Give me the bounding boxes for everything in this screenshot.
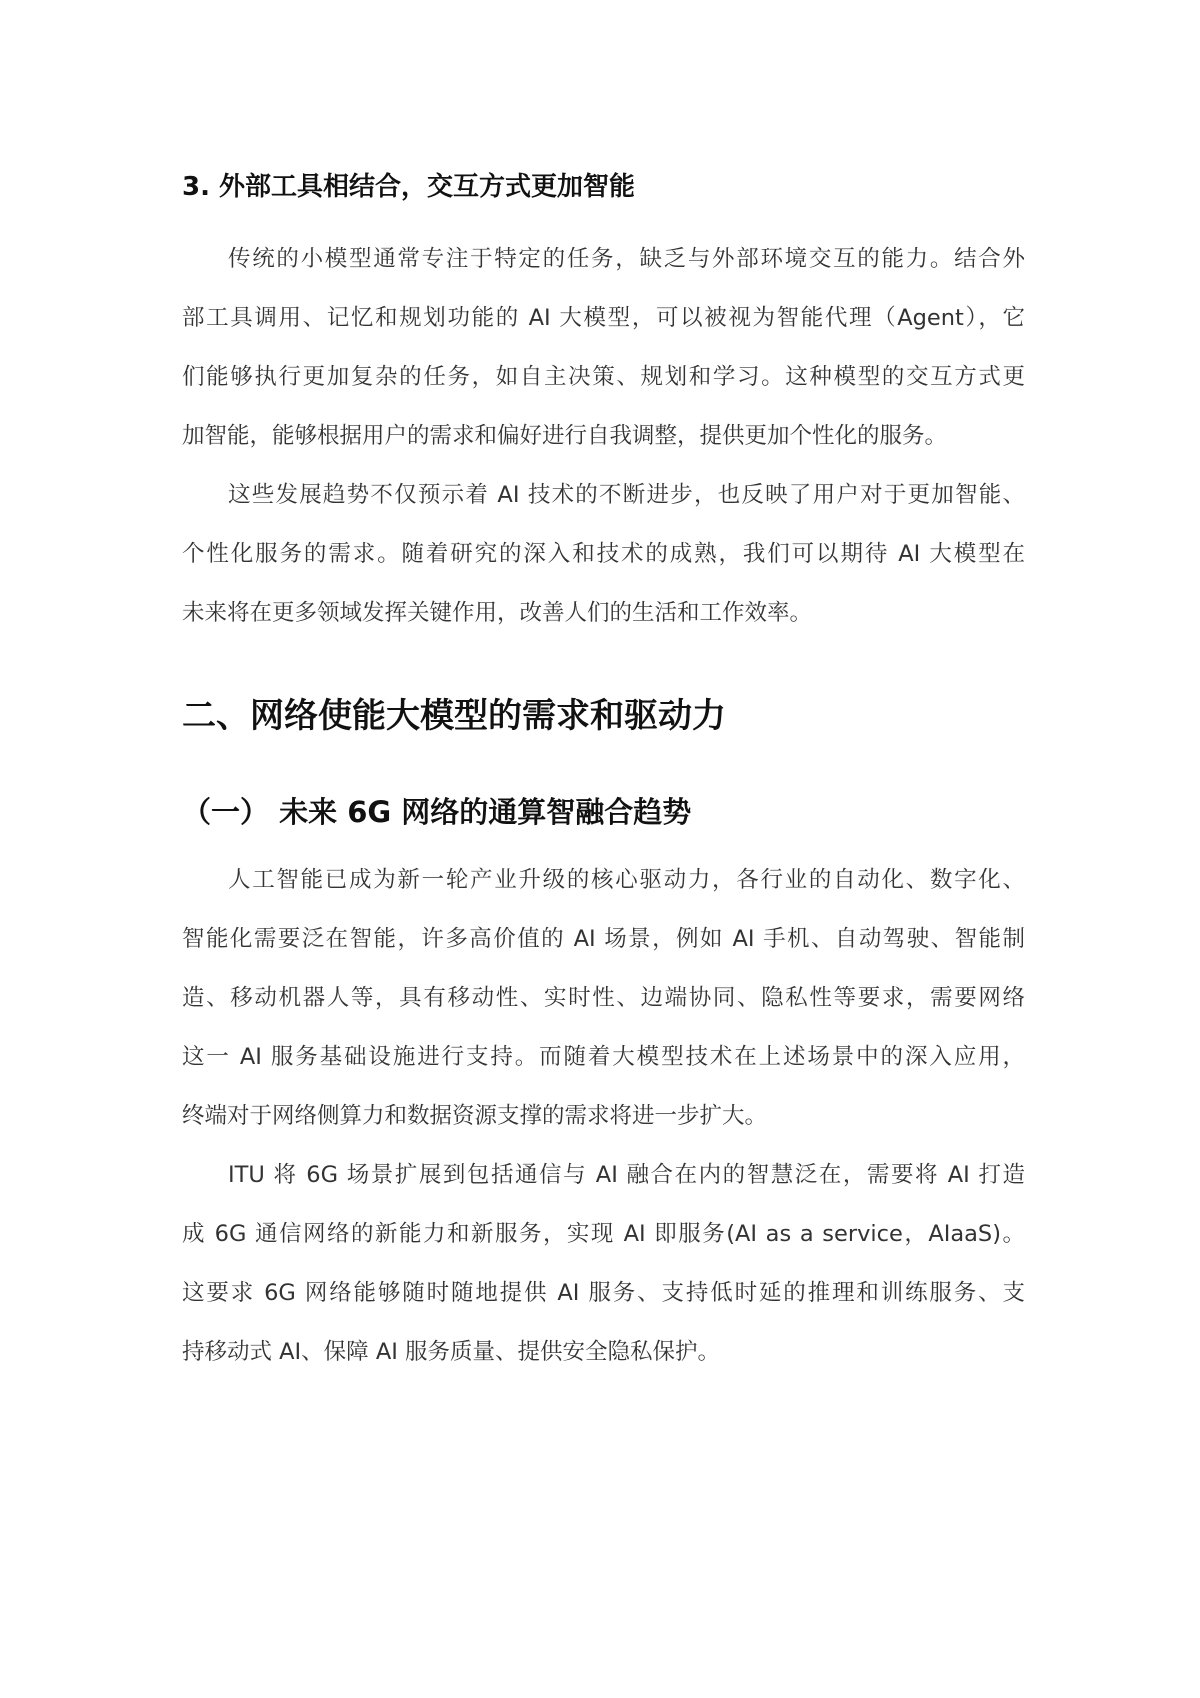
paragraph-3 bbox=[182, 851, 1025, 1146]
paragraph-line: 们能够执行更加复杂的任务，如自主决策、规划和学习。这种模型的交互方式更 bbox=[182, 364, 1025, 390]
paragraph-line: 持移动式 AI、保障 AI 服务质量、提供安全隐私保护。 bbox=[182, 1339, 721, 1365]
paragraph-line: 造、移动机器人等，具有移动性、实时性、边端协同、隐私性等要求，需要网络 bbox=[182, 985, 1025, 1011]
paragraph-line: 人工智能已成为新一轮产业升级的核心驱动力，各行业的自动化、数字化、 bbox=[228, 867, 1025, 893]
paragraph-2 bbox=[182, 466, 1025, 643]
subsection-heading: （一） 未来 6G 网络的通算智融合趋势 bbox=[182, 795, 692, 829]
paragraph-1 bbox=[182, 230, 1025, 466]
paragraph-line: ITU 将 6G 场景扩展到包括通信与 AI 融合在内的智慧泛在，需要将 AI 打造 bbox=[228, 1162, 1025, 1188]
paragraph-line: 个性化服务的需求。随着研究的深入和技术的成熟，我们可以期待 AI 大模型在 bbox=[182, 541, 1025, 567]
section-heading: 二、网络使能大模型的需求和驱动力 bbox=[182, 696, 726, 736]
paragraph-line: 部工具调用、记忆和规划功能的 AI 大模型，可以被视为智能代理（Agent），它 bbox=[182, 305, 1025, 331]
paragraph-4 bbox=[182, 1146, 1025, 1382]
paragraph-line: 这些发展趋势不仅预示着 AI 技术的不断进步，也反映了用户对于更加智能、 bbox=[228, 482, 1025, 508]
subsection-heading-3: 3. 外部工具相结合，交互方式更加智能 bbox=[182, 172, 636, 202]
paragraph-line: 终端对于网络侧算力和数据资源支撑的需求将进一步扩大。 bbox=[182, 1103, 768, 1129]
paragraph-line: 传统的小模型通常专注于特定的任务，缺乏与外部环境交互的能力。结合外 bbox=[228, 246, 1025, 272]
paragraph-line: 未来将在更多领域发挥关键作用，改善人们的生活和工作效率。 bbox=[182, 600, 813, 626]
paragraph-line: 这一 AI 服务基础设施进行支持。而随着大模型技术在上述场景中的深入应用， bbox=[182, 1044, 1025, 1070]
paragraph-line: 加智能，能够根据用户的需求和偏好进行自我调整，提供更加个性化的服务。 bbox=[182, 423, 948, 449]
paragraph-line: 智能化需要泛在智能，许多高价值的 AI 场景，例如 AI 手机、自动驾驶、智能制 bbox=[182, 926, 1025, 952]
paragraph-line: 成 6G 通信网络的新能力和新服务，实现 AI 即服务(AI as a service，AIaaS)。 bbox=[182, 1221, 1025, 1247]
paragraph-line: 这要求 6G 网络能够随时随地提供 AI 服务、支持低时延的推理和训练服务、支 bbox=[182, 1280, 1025, 1306]
